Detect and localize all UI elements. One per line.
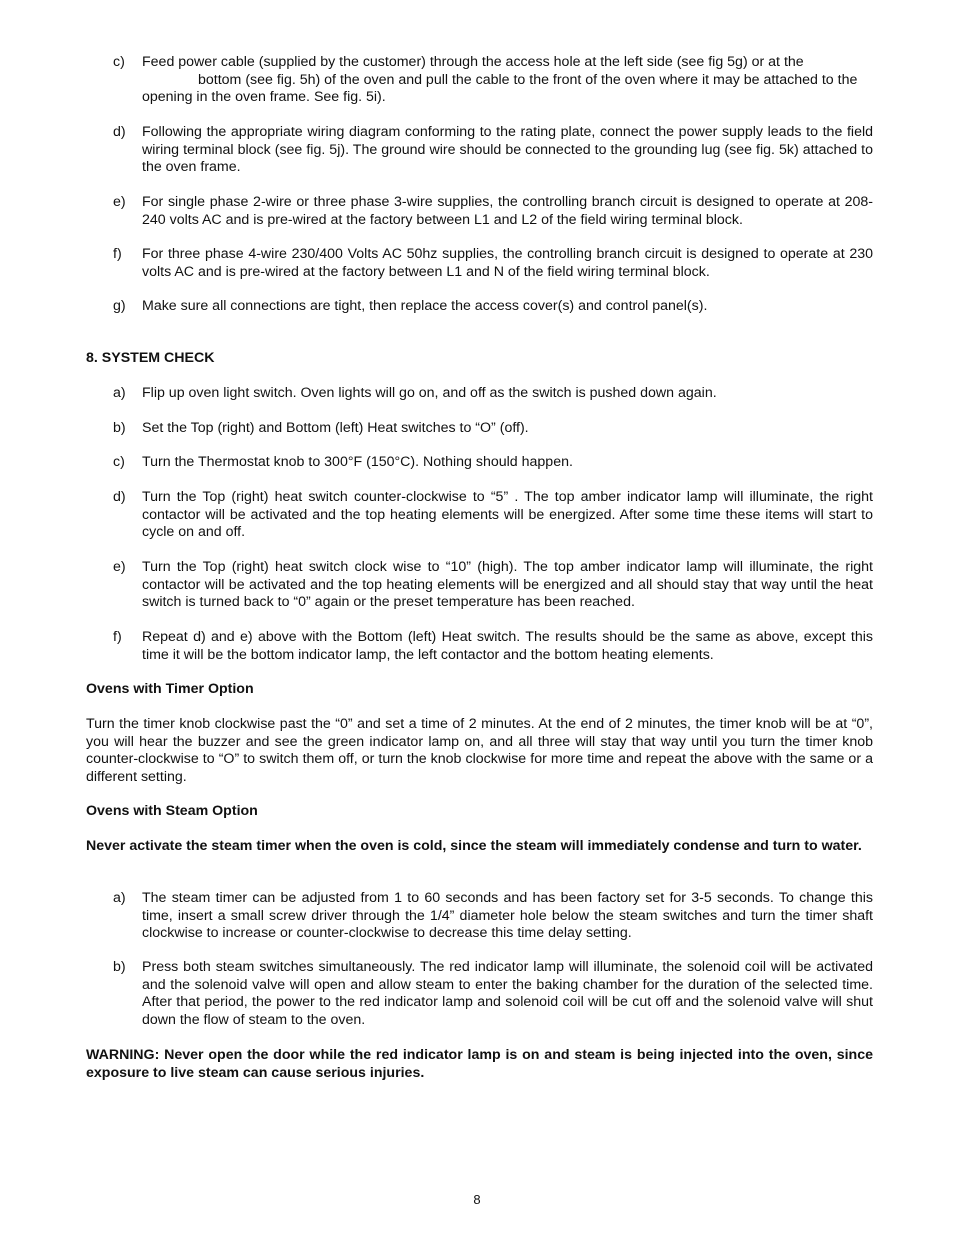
step-label: f) [113, 629, 122, 645]
steam-warning-note: WARNING: Never open the door while the red indicator lamp is on and steam is being injected into the oven, since exposure to live steam can cause serious injuries. [86, 1047, 873, 1081]
page-number: 8 [473, 1192, 481, 1207]
step-label: a) [113, 385, 126, 401]
step-label: e) [113, 559, 126, 575]
step-label: b) [113, 959, 126, 975]
timer-option-paragraph: Turn the timer knob clockwise past the “0” and set a time of 2 minutes. At the end of 2 minutes, the timer knob will be at “0”, you will hear the buzzer and see the green indicator lamp on, and all three will stay that way until you turn the timer knob counter-clockwise to “O” to switch them off, or turn the knob clockwise for more time and repeat the above with the same or a different setting. [86, 716, 873, 785]
section-heading-timer-option: Ovens with Timer Option [86, 681, 254, 697]
step-label: c) [113, 454, 125, 470]
step-label: d) [113, 489, 126, 505]
step-text-line: bottom (see fig. 5h) of the oven and pull the cable to the front of the oven where it may be attached to the [198, 71, 858, 88]
step-label: e) [113, 194, 126, 210]
step-text-line: opening in the oven frame. See fig. 5i). [142, 89, 386, 105]
step-label: f) [113, 246, 122, 262]
section-heading-system-check: 8. SYSTEM CHECK [86, 350, 215, 366]
step-text: For three phase 4-wire 230/400 Volts AC 50hz supplies, the controlling branch circuit is designed to operate at 230 volts AC and is pre-wired at the factory between L1 and N of the field wiring terminal block. [142, 246, 873, 280]
step-text-line: Feed power cable (supplied by the customer) through the access hole at the left side (see fig 5g) or at the [142, 54, 804, 70]
step-label: a) [113, 890, 126, 906]
step-text: Turn the Top (right) heat switch clock wise to “10” (high). The top amber indicator lamp will illuminate, the right contactor will be activated and the top heating elements will be energized and all should stay that way until the heat switch is turned back to “0” again or the preset temperature has been reached. [142, 559, 873, 610]
step-text: Set the Top (right) and Bottom (left) Heat switches to “O” (off). [142, 420, 529, 436]
step-label: d) [113, 124, 126, 140]
step-text: Repeat d) and e) above with the Bottom (left) Heat switch. The results should be the same as above, except this time it will be the bottom indicator lamp, the left contactor and the bottom heating elements. [142, 629, 873, 663]
step-text: For single phase 2-wire or three phase 3-wire supplies, the controlling branch circuit is designed to operate at 208-240 volts AC and is pre-wired at the factory between L1 and L2 of the field wiring terminal block. [142, 194, 873, 228]
step-text: Flip up oven light switch. Oven lights will go on, and off as the switch is pushed down again. [142, 385, 717, 401]
step-label: c) [113, 54, 125, 70]
step-text [142, 54, 932, 107]
step-text: Turn the Thermostat knob to 300°F (150°C). Nothing should happen. [142, 454, 573, 470]
section-heading-steam-option: Ovens with Steam Option [86, 803, 258, 819]
step-label: g) [113, 298, 126, 314]
step-text: The steam timer can be adjusted from 1 to 60 seconds and has been factory set for 3-5 seconds. To change this time, insert a small screw driver through the 1/4” diameter hole below the steam switches and turn the timer shaft clockwise to increase or counter-clockwise to decrease this time delay setting. [142, 890, 873, 941]
step-label: b) [113, 420, 126, 436]
step-text: Following the appropriate wiring diagram conforming to the rating plate, connect the power supply leads to the field wiring terminal block (see fig. 5j). The ground wire should be connected to the grounding lug (see fig. 5k) attached to the oven frame. [142, 124, 873, 175]
steam-caution-note: Never activate the steam timer when the oven is cold, since the steam will immediately condense and turn to water. [86, 838, 862, 854]
step-text: Turn the Top (right) heat switch counter-clockwise to “5” . The top amber indicator lamp will illuminate, the right contactor will be activated and the top heating elements will be energized. After some time these items will start to cycle on and off. [142, 489, 873, 540]
step-text: Press both steam switches simultaneously. The red indicator lamp will illuminate, the solenoid coil will be activated and the solenoid valve will open and allow steam to enter the baking chamber for the duration of the selected time. After that period, the power to the red indicator lamp and solenoid coil will be cut off and the solenoid valve will shut down the flow of steam to the oven. [142, 959, 873, 1028]
step-text: Make sure all connections are tight, then replace the access cover(s) and control panel(s). [142, 298, 708, 314]
